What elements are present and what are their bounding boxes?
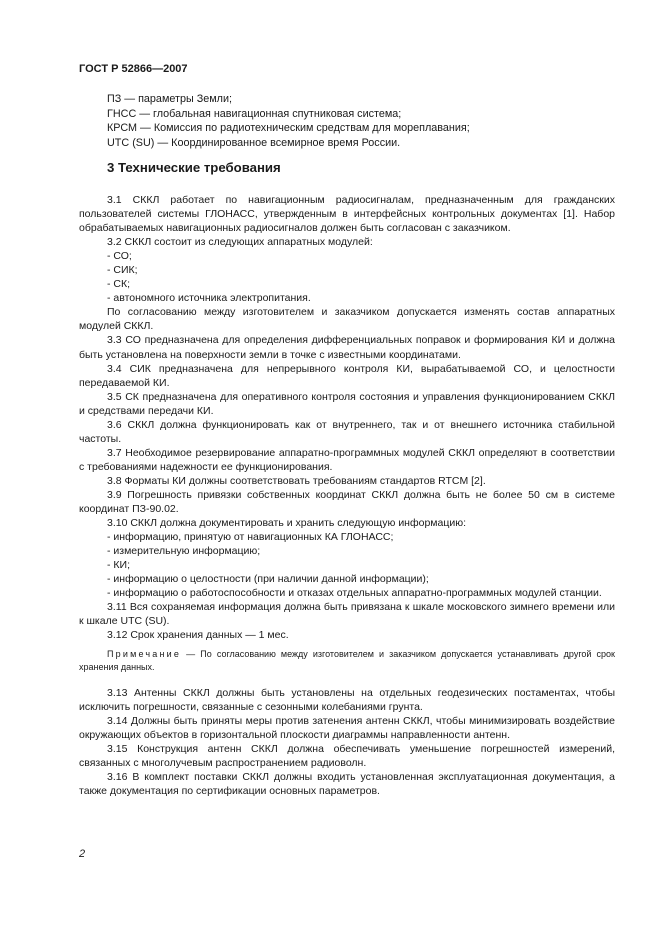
abbreviation-item: КРСМ — Комиссия по радиотехническим средствам для мореплавания; bbox=[107, 122, 470, 135]
standard-header: ГОСТ Р 52866—2007 bbox=[79, 63, 188, 75]
abbreviation-item: ПЗ — параметры Земли; bbox=[107, 93, 232, 105]
section-title: 3 Технические требования bbox=[107, 160, 281, 175]
list-item: - измерительную информацию; bbox=[107, 545, 261, 558]
list-item: - СК; bbox=[107, 278, 131, 291]
list-item: - автономного источника электропитания. bbox=[107, 292, 311, 305]
abbreviation-item: ГНСС — глобальная навигационная спутниковая система; bbox=[107, 107, 402, 120]
clause-3-16: 3.16 В комплект поставки СККЛ должны входить установленная эксплуатационная документация, а также документация по сертификации основных параметров. bbox=[79, 770, 615, 797]
list-item: - информацию о целостности (при наличии данной информации); bbox=[107, 573, 429, 586]
clause-3-15: 3.15 Конструкция антенн СККЛ должна обеспечивать уменьшение погрешностей измерений, связанных с многолучевым распространением радиоволн. bbox=[79, 742, 615, 769]
abbreviations-list bbox=[107, 92, 470, 150]
clause-3-10: 3.10 СККЛ должна документировать и хранить следующую информацию: bbox=[107, 517, 467, 530]
paragraph: По согласованию между изготовителем и заказчиком допускается изменять состав аппаратных модулей СККЛ. bbox=[79, 306, 615, 333]
clause-3-7: 3.7 Необходимое резервирование аппаратно-программных модулей СККЛ определяют в соответствии с требованиями надежности ее функционирования. bbox=[79, 446, 615, 473]
note-text: — По согласованию между изготовителем и заказчиком допускается устанавливать другой срок хранения данных. bbox=[79, 648, 615, 672]
clause-3-11: 3.11 Вся сохраняемая информация должна быть привязана к шкале московского зимнего времени или к шкале UTC (SU). bbox=[79, 601, 615, 628]
clause-3-9: 3.9 Погрешность привязки собственных координат СККЛ должна быть не более 50 см в системе координат ПЗ-90.02. bbox=[79, 488, 615, 516]
clause-3-14: 3.14 Должны быть приняты меры против затенения антенн СККЛ, чтобы минимизировать воздействие окружающих объектов в горизонтальной плоскости диаграммы направленности антенн. bbox=[79, 714, 615, 741]
clause-3-6: 3.6 СККЛ должна функционировать как от внутреннего, так и от внешнего источника стабильной частоты. bbox=[79, 418, 615, 445]
clause-3-2: 3.2 СККЛ состоит из следующих аппаратных модулей: bbox=[107, 236, 373, 249]
list-item: - КИ; bbox=[107, 559, 130, 572]
list-item: - СО; bbox=[107, 250, 132, 263]
clause-3-13: 3.13 Антенны СККЛ должны быть установлены на отдельных геодезических постаментах, чтобы исключить погрешности, связанные с сезонными колебаниями грунта. bbox=[79, 686, 615, 713]
list-item: - информацию, принятую от навигационных КА ГЛОНАСС; bbox=[107, 531, 394, 544]
abbreviation-item: UTC (SU) — Координированное всемирное время России. bbox=[107, 136, 401, 149]
note bbox=[79, 648, 615, 675]
clause-3-3: 3.3 СО предназначена для определения дифференциальных поправок и формирования КИ и должна быть установлена на поверхности земли в точке с известными координатами. bbox=[79, 334, 615, 361]
clause-3-8: 3.8 Форматы КИ должны соответствовать требованиям стандартов RTCM [2]. bbox=[107, 474, 486, 487]
requirements-body bbox=[79, 193, 615, 798]
note-label: Примечание bbox=[107, 648, 182, 659]
list-item: - СИК; bbox=[107, 264, 138, 277]
clause-3-5: 3.5 СК предназначена для оперативного контроля состояния и управления функционированием СККЛ и средствами передачи КИ. bbox=[79, 390, 615, 417]
clause-3-12: 3.12 Срок хранения данных — 1 мес. bbox=[107, 629, 289, 642]
clause-3-4: 3.4 СИК предназначена для непрерывного контроля КИ, вырабатываемой СО, и целостности передаваемой КИ. bbox=[79, 362, 615, 389]
clause-3-1: 3.1 СККЛ работает по навигационным радиосигналам, предназначенным для гражданских пользователей системы ГЛОНАСС, утвержденным в интерфейсных контрольных документах [1]. Набор обрабатываемых навигационных радиосигналов должен быть согласован с заказчиком. bbox=[79, 194, 615, 235]
list-item: - информацию о работоспособности и отказах отдельных аппаратно-программных модулей станции. bbox=[107, 587, 602, 600]
page-number: 2 bbox=[79, 848, 86, 860]
